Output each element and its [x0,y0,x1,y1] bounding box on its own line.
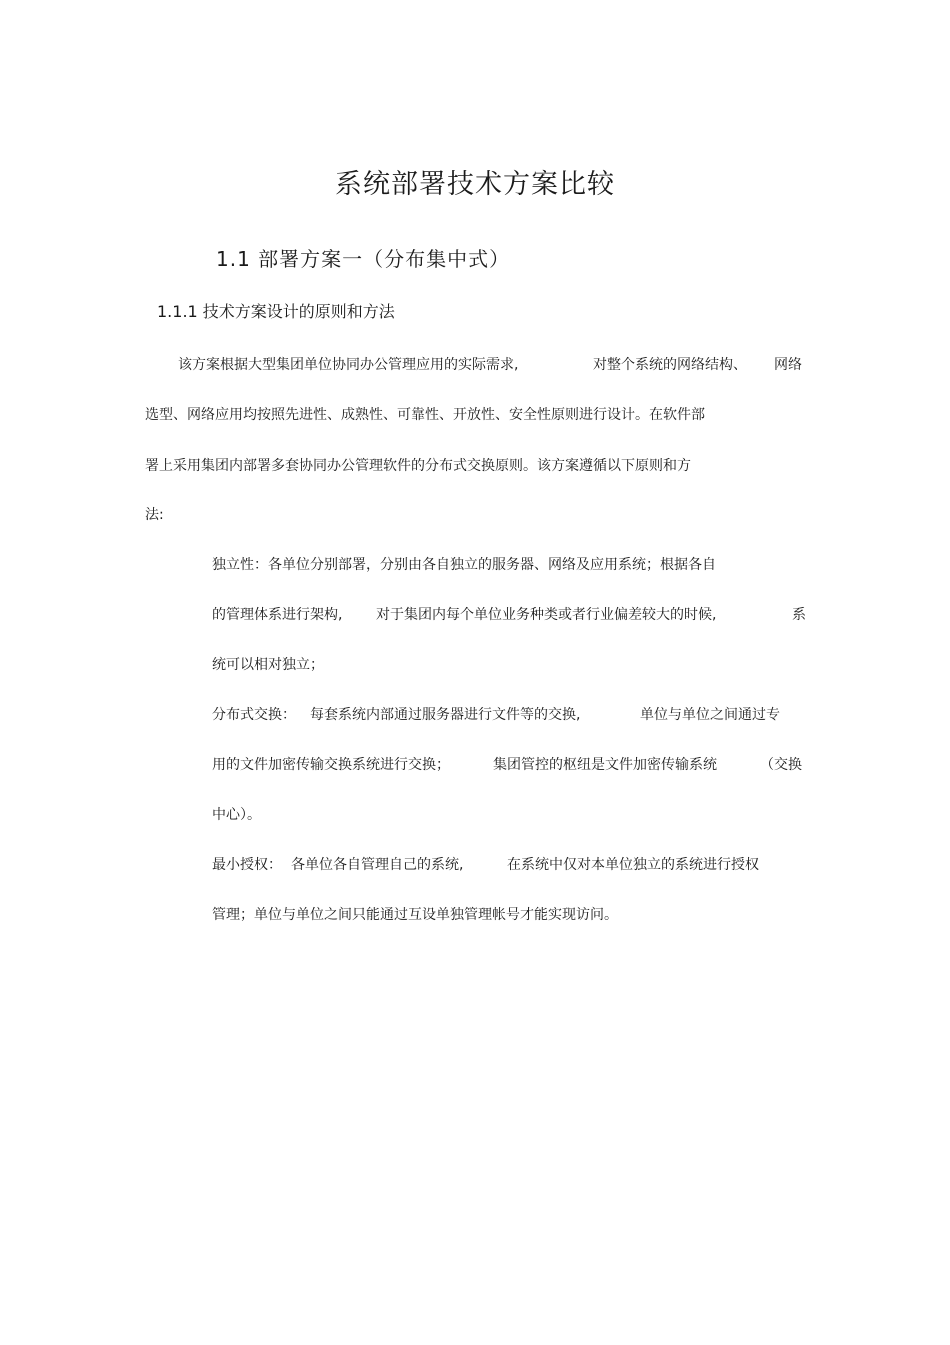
principle-3-line-1b: 各单位各自管理自己的系统, [291,857,464,873]
subsection-heading: 1.1.1 技术方案设计的原则和方法 [157,302,395,321]
principle-2-line-3: 中心）。 [212,807,261,823]
intro-line-1a: 该方案根据大型集团单位协同办公管理应用的实际需求, [178,357,519,373]
section-heading: 1.1 部署方案一（分布集中式） [216,247,511,271]
intro-line-1b: 对整个系统的网络结构、 [593,357,747,373]
intro-line-1c: 网络 [774,357,802,373]
principle-2-line-1c: 单位与单位之间通过专 [640,707,780,723]
principle-2-line-1a: 分布式交换： [212,707,296,723]
principle-1-line-2a: 的管理体系进行架构, [212,607,343,623]
principle-2-line-2a: 用的文件加密传输交换系统进行交换； [212,757,450,773]
principle-1-line-1: 独立性：各单位分别部署，分别由各自独立的服务器、网络及应用系统；根据各自 [212,557,716,573]
intro-line-2: 选型、网络应用均按照先进性、成熟性、可靠性、开放性、安全性原则进行设计。在软件部 [145,407,705,423]
principle-3-line-1c: 在系统中仅对本单位独立的系统进行授权 [507,857,759,873]
principle-2-line-1b: 每套系统内部通过服务器进行文件等的交换, [310,707,581,723]
principle-3-line-1a: 最小授权： [212,857,282,873]
principle-3-line-2: 管理；单位与单位之间只能通过互设单独管理帐号才能实现访问。 [212,907,618,923]
principle-1-line-2c: 系 [792,607,806,623]
principle-2-line-2c: （交换 [760,757,802,773]
principle-2-line-2b: 集团管控的枢纽是文件加密传输系统 [493,757,717,773]
document-title: 系统部署技术方案比较 [335,169,615,200]
principle-1-line-2b: 对于集团内每个单位业务种类或者行业偏差较大的时候, [376,607,717,623]
intro-line-3: 署上采用集团内部署多套协同办公管理软件的分布式交换原则。该方案遵循以下原则和方 [145,458,691,474]
intro-line-4: 法: [145,507,164,523]
principle-1-line-3: 统可以相对独立； [212,657,324,673]
